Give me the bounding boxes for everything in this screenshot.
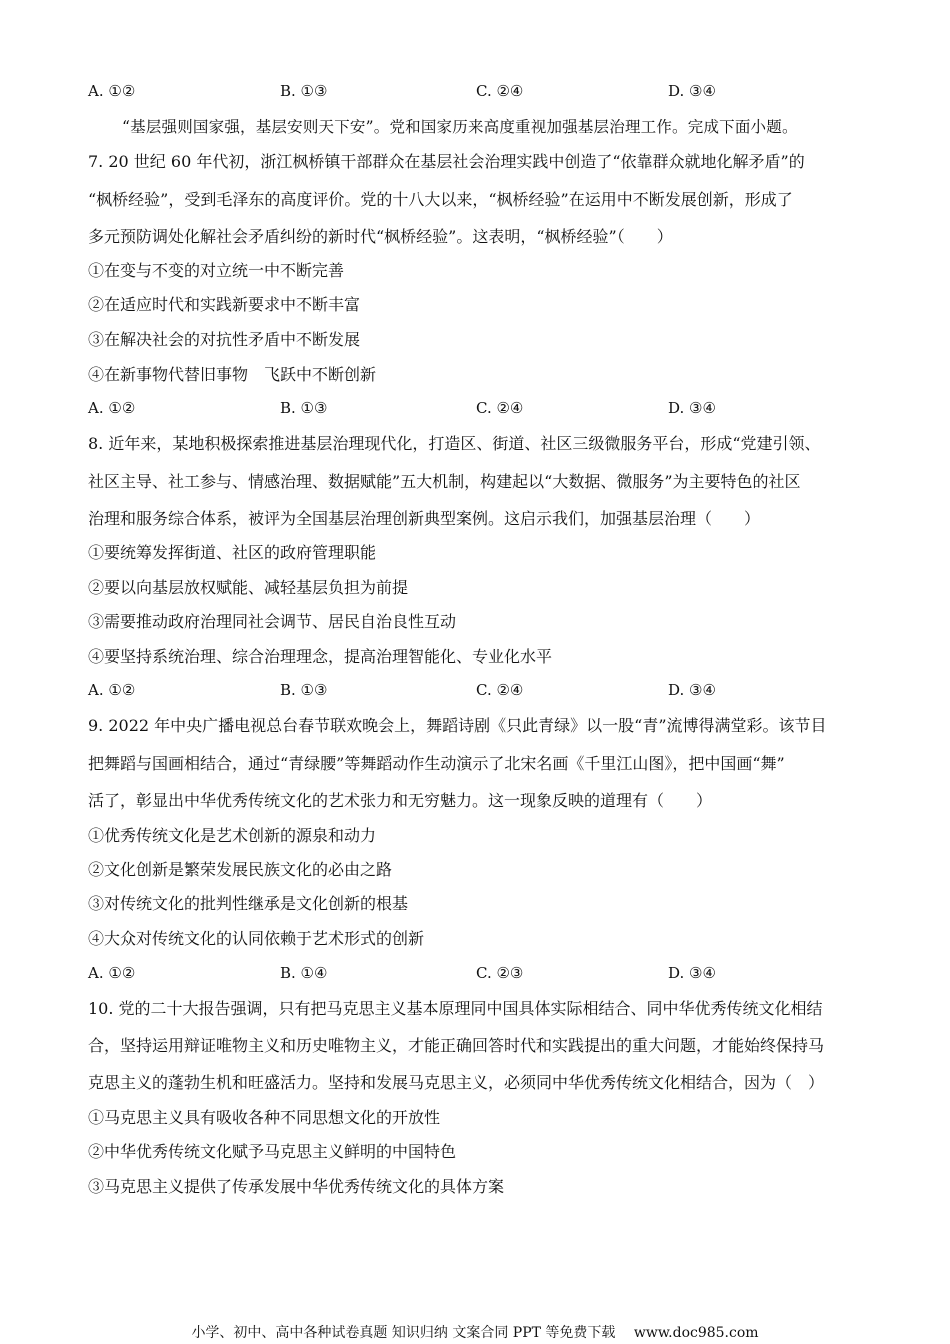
q9-item: ④大众对传统文化的认同依赖于艺术形式的创新 bbox=[88, 929, 425, 948]
page-footer: 小学、初中、高中各种试卷真题 知识归纳 文案合同 PPT 等免费下载 www.doc985.com bbox=[191, 1325, 759, 1341]
option-c: C. ②④ bbox=[476, 681, 524, 699]
option-c: C. ②④ bbox=[476, 399, 524, 417]
option-b: B. ①③ bbox=[280, 681, 328, 699]
q9-item: ②文化创新是繁荣发展民族文化的必由之路 bbox=[88, 860, 393, 879]
q8-item: ③需要推动政府治理同社会调节、居民自治良性互动 bbox=[88, 612, 457, 631]
option-d: D. ③④ bbox=[668, 681, 716, 699]
option-d: D. ③④ bbox=[668, 964, 716, 982]
q10-stem-line: 10. 党的二十大报告强调，只有把马克思主义基本原理同中国具体实际相结合、同中华优秀传统文化相结 bbox=[88, 999, 823, 1018]
q8-stem-line: 8. 近年来，某地积极探索推进基层治理现代化，打造区、街道、社区三级微服务平台，形成“党建引领、 bbox=[88, 434, 821, 453]
q10-item: ②中华优秀传统文化赋予马克思主义鲜明的中国特色 bbox=[88, 1142, 457, 1161]
option-a: A. ①② bbox=[88, 82, 136, 100]
q8-stem-line: 社区主导、社工参与、情感治理、数据赋能”五大机制，构建起以“大数据、微服务”为主要特色的社区 bbox=[88, 472, 801, 491]
option-a: A. ①② bbox=[88, 681, 136, 699]
option-a: A. ①② bbox=[88, 964, 136, 982]
option-c: C. ②③ bbox=[476, 964, 524, 982]
option-b: B. ①④ bbox=[280, 964, 328, 982]
q10-item: ③马克思主义提供了传承发展中华优秀传统文化的具体方案 bbox=[88, 1177, 505, 1196]
option-d: D. ③④ bbox=[668, 82, 716, 100]
q7-item: ③在解决社会的对抗性矛盾中不断发展 bbox=[88, 330, 361, 349]
option-d: D. ③④ bbox=[668, 399, 716, 417]
q7-stem-line: “枫桥经验”，受到毛泽东的高度评价。党的十八大以来，“枫桥经验”在运用中不断发展创新，形成了 bbox=[88, 190, 793, 209]
q10-stem-line: 克思主义的蓬勃生机和旺盛活力。坚持和发展马克思主义，必须同中华优秀传统文化相结合，因为（ ） bbox=[88, 1073, 825, 1092]
option-b: B. ①③ bbox=[280, 82, 328, 100]
q6-options bbox=[88, 81, 888, 101]
option-a: A. ①② bbox=[88, 399, 136, 417]
q9-item: ③对传统文化的批判性继承是文化创新的根基 bbox=[88, 894, 409, 913]
option-b: B. ①③ bbox=[280, 399, 328, 417]
q9-stem-line: 把舞蹈与国画相结合，通过“青绿腰”等舞蹈动作生动演示了北宋名画《千里江山图》，把中国画“舞” bbox=[88, 754, 785, 773]
q7-item: ②在适应时代和实践新要求中不断丰富 bbox=[88, 295, 361, 314]
q10-item: ①马克思主义具有吸收各种不同思想文化的开放性 bbox=[88, 1108, 441, 1127]
q7-item: ①在变与不变的对立统一中不断完善 bbox=[88, 261, 345, 280]
q10-stem-line: 合，坚持运用辩证唯物主义和历史唯物主义，才能正确回答时代和实践提出的重大问题，才能始终保持马 bbox=[88, 1036, 825, 1055]
q7-item: ④在新事物代替旧事物 飞跃中不断创新 bbox=[88, 365, 377, 384]
q8-item: ②要以向基层放权赋能、减轻基层负担为前提 bbox=[88, 578, 409, 597]
q7-options bbox=[88, 398, 888, 418]
option-c: C. ②④ bbox=[476, 82, 524, 100]
q8-item: ④要坚持系统治理、综合治理理念，提高治理智能化、专业化水平 bbox=[88, 647, 553, 666]
q9-options bbox=[88, 963, 888, 983]
section-intro: “基层强则国家强，基层安则天下安”。党和国家历来高度重视加强基层治理工作。完成下面小题。 bbox=[122, 118, 798, 136]
q7-stem-line: 多元预防调处化解社会矛盾纠纷的新时代“枫桥经验”。这表明，“枫桥经验”（ ） bbox=[88, 227, 673, 246]
q9-stem-line: 活了，彰显出中华优秀传统文化的艺术张力和无穷魅力。这一现象反映的道理有（ ） bbox=[88, 791, 713, 810]
q8-options bbox=[88, 680, 888, 700]
q8-item: ①要统筹发挥街道、社区的政府管理职能 bbox=[88, 543, 377, 562]
q9-stem-line: 9. 2022 年中央广播电视总台春节联欢晚会上，舞蹈诗剧《只此青绿》以一股“青”流博得满堂彩。该节目 bbox=[88, 716, 827, 735]
q7-stem-line: 7. 20 世纪 60 年代初，浙江枫桥镇干部群众在基层社会治理实践中创造了“依靠群众就地化解矛盾”的 bbox=[88, 152, 805, 171]
q8-stem-line: 治理和服务综合体系，被评为全国基层治理创新典型案例。这启示我们，加强基层治理（ ） bbox=[88, 509, 761, 528]
q9-item: ①优秀传统文化是艺术创新的源泉和动力 bbox=[88, 826, 377, 845]
